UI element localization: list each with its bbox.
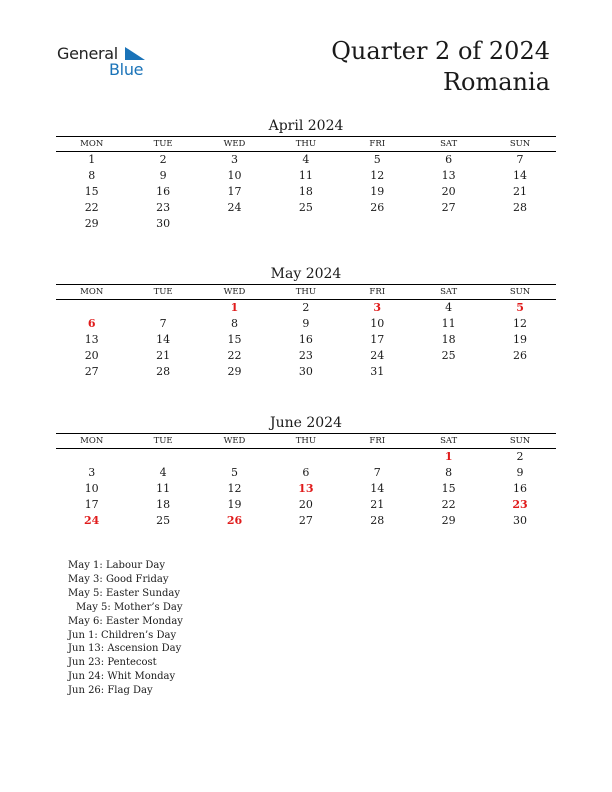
day-cell: 16	[513, 482, 528, 495]
weekday-label: THU	[295, 436, 316, 446]
month-may	[56, 265, 556, 380]
day-cell: 23	[298, 349, 313, 362]
weekday-label: FRI	[369, 287, 386, 297]
week-row	[56, 216, 556, 232]
day-cell: 27	[298, 514, 313, 527]
day-cell: 6	[302, 466, 310, 479]
weekday-label: WED	[223, 436, 246, 446]
holiday-item: Jun 1: Children’s Day	[68, 629, 177, 641]
day-cell: 16	[298, 333, 313, 346]
day-cell: 20	[441, 185, 456, 198]
day-cell: 26	[513, 349, 528, 362]
day-cell: 8	[445, 466, 453, 479]
day-cell: 12	[227, 482, 242, 495]
day-cell: 7	[516, 153, 524, 166]
day-cell: 5	[230, 466, 238, 479]
week-row	[56, 332, 556, 348]
weekday-header	[56, 284, 556, 300]
day-cell: 1	[88, 153, 96, 166]
weekday-label: WED	[223, 139, 246, 149]
page-title	[331, 36, 550, 98]
week-row	[56, 348, 556, 364]
day-cell: 10	[84, 482, 99, 495]
day-cell: 28	[156, 365, 171, 378]
day-cell: 19	[227, 498, 242, 511]
holiday-item: May 1: Labour Day	[68, 560, 165, 571]
weekday-header	[56, 433, 556, 449]
holiday-item: May 3: Good Friday	[68, 573, 169, 585]
day-cell: 29	[441, 514, 456, 527]
week-row	[56, 168, 556, 184]
weekday-label: TUE	[153, 436, 173, 446]
week-row	[56, 300, 556, 316]
holiday-item: May 5: Mother’s Day	[76, 601, 183, 613]
week-row	[56, 449, 556, 465]
day-cell	[127, 449, 198, 465]
month-june	[56, 414, 556, 529]
day-cell: 10	[227, 169, 242, 182]
weekday-label: SUN	[509, 436, 531, 446]
day-cell	[56, 300, 127, 316]
day-cell: 26	[370, 201, 385, 214]
day-cell	[342, 216, 413, 232]
day-cell: 11	[156, 482, 171, 495]
weekday-label: SUN	[509, 287, 531, 297]
country-title: Romania	[442, 68, 550, 96]
day-cell: 8	[230, 317, 238, 330]
weekday-label: MON	[80, 139, 104, 149]
day-cell: 18	[441, 333, 456, 346]
day-cell: 23	[156, 201, 171, 214]
holiday-day-cell: 5	[516, 301, 524, 314]
weekday-label: TUE	[153, 287, 173, 297]
logo-triangle-icon	[123, 46, 145, 60]
weekday-label: THU	[295, 287, 316, 297]
day-cell: 25	[156, 514, 171, 527]
day-cell: 19	[370, 185, 385, 198]
logo-general-text: General	[57, 44, 118, 63]
month-title: May 2024	[270, 266, 342, 282]
day-cell	[270, 449, 341, 465]
day-cell: 4	[445, 301, 453, 314]
holiday-day-cell: 1	[444, 450, 453, 463]
day-cell: 2	[516, 450, 524, 463]
day-cell	[342, 449, 413, 465]
day-cell	[270, 216, 341, 232]
day-cell: 12	[370, 169, 385, 182]
day-cell: 25	[298, 201, 313, 214]
month-title: June 2024	[269, 415, 342, 431]
day-cell: 15	[84, 185, 99, 198]
day-cell: 20	[84, 349, 99, 362]
day-cell: 29	[84, 217, 99, 230]
day-cell: 15	[441, 482, 456, 495]
week-row	[56, 513, 556, 529]
weekday-label: SAT	[440, 287, 458, 297]
day-cell: 28	[370, 514, 385, 527]
weekday-label: MON	[80, 287, 104, 297]
day-cell: 3	[230, 153, 238, 166]
day-cell: 8	[88, 169, 96, 182]
day-cell: 9	[159, 169, 167, 182]
day-cell: 9	[302, 317, 310, 330]
day-cell: 14	[513, 169, 528, 182]
month-title: April 2024	[268, 118, 344, 134]
holiday-item: Jun 23: Pentecost	[68, 657, 157, 669]
day-cell: 28	[513, 201, 528, 214]
day-cell: 21	[370, 498, 385, 511]
day-cell: 13	[84, 333, 99, 346]
day-cell	[199, 449, 270, 465]
day-cell: 27	[84, 365, 99, 378]
week-row	[56, 481, 556, 497]
weekday-label: SAT	[440, 436, 458, 446]
day-cell	[484, 216, 555, 232]
day-cell: 10	[370, 317, 385, 330]
holiday-day-cell: 23	[512, 498, 528, 511]
day-cell: 13	[441, 169, 456, 182]
week-row	[56, 200, 556, 216]
day-cell: 22	[441, 498, 456, 511]
day-cell: 14	[370, 482, 385, 495]
holiday-day-cell: 13	[298, 482, 314, 495]
holiday-item: Jun 13: Ascension Day	[68, 643, 182, 655]
day-cell	[56, 449, 127, 465]
week-row	[56, 364, 556, 380]
day-cell: 21	[513, 185, 528, 198]
week-row	[56, 152, 556, 168]
day-cell: 3	[88, 466, 96, 479]
holiday-day-cell: 26	[226, 514, 243, 527]
weekday-label: TUE	[153, 139, 173, 149]
logo-blue-text: Blue	[109, 60, 144, 79]
day-cell: 5	[373, 153, 381, 166]
holiday-list	[68, 559, 183, 698]
day-cell: 17	[370, 333, 385, 346]
weekday-label: FRI	[369, 139, 386, 149]
weekday-label: SUN	[509, 139, 531, 149]
week-row	[56, 184, 556, 200]
weekday-header	[56, 136, 556, 152]
day-cell: 30	[156, 217, 171, 230]
day-cell: 30	[298, 365, 313, 378]
day-cell: 22	[84, 201, 99, 214]
week-row	[56, 316, 556, 332]
day-cell: 6	[445, 153, 453, 166]
day-cell: 30	[513, 514, 528, 527]
day-cell: 24	[227, 201, 242, 214]
day-cell: 4	[159, 466, 167, 479]
week-row	[56, 465, 556, 481]
week-row	[56, 497, 556, 513]
day-cell: 31	[370, 365, 385, 378]
holiday-item: Jun 26: Flag Day	[68, 685, 153, 697]
generalblue-logo	[57, 44, 157, 80]
day-cell: 4	[302, 153, 310, 166]
day-cell: 7	[373, 466, 381, 479]
day-cell: 18	[298, 185, 313, 198]
day-cell: 2	[302, 301, 310, 314]
day-cell	[413, 364, 484, 380]
day-cell: 12	[513, 317, 528, 330]
day-cell: 7	[159, 317, 167, 330]
holiday-item: May 5: Easter Sunday	[68, 587, 180, 599]
holiday-day-cell: 3	[373, 301, 382, 314]
weekday-label: SAT	[440, 139, 458, 149]
day-cell: 24	[370, 349, 385, 362]
day-cell: 21	[156, 349, 171, 362]
weekday-label: FRI	[369, 436, 386, 446]
day-cell: 11	[298, 169, 313, 182]
day-cell	[413, 216, 484, 232]
day-cell	[127, 300, 198, 316]
holiday-item: Jun 24: Whit Monday	[68, 671, 176, 683]
holiday-day-cell: 6	[87, 317, 96, 330]
day-cell	[199, 216, 270, 232]
day-cell: 29	[227, 365, 242, 378]
weekday-label: MON	[80, 436, 104, 446]
month-april	[56, 117, 556, 232]
holiday-day-cell: 24	[84, 514, 100, 527]
day-cell: 22	[227, 349, 242, 362]
day-cell: 20	[298, 498, 313, 511]
quarter-title: Quarter 2 of 2024	[331, 37, 550, 65]
day-cell: 9	[516, 466, 524, 479]
day-cell: 19	[513, 333, 528, 346]
day-cell: 25	[441, 349, 456, 362]
day-cell: 14	[156, 333, 171, 346]
day-cell: 15	[227, 333, 242, 346]
day-cell: 16	[156, 185, 171, 198]
day-cell: 18	[156, 498, 171, 511]
weekday-label: THU	[295, 139, 316, 149]
day-cell: 17	[84, 498, 99, 511]
weekday-label: WED	[223, 287, 246, 297]
day-cell	[484, 364, 555, 380]
day-cell: 11	[441, 317, 456, 330]
holiday-day-cell: 1	[230, 301, 239, 314]
day-cell: 17	[227, 185, 242, 198]
day-cell: 27	[441, 201, 456, 214]
day-cell: 2	[159, 153, 167, 166]
holiday-item: May 6: Easter Monday	[68, 615, 183, 627]
